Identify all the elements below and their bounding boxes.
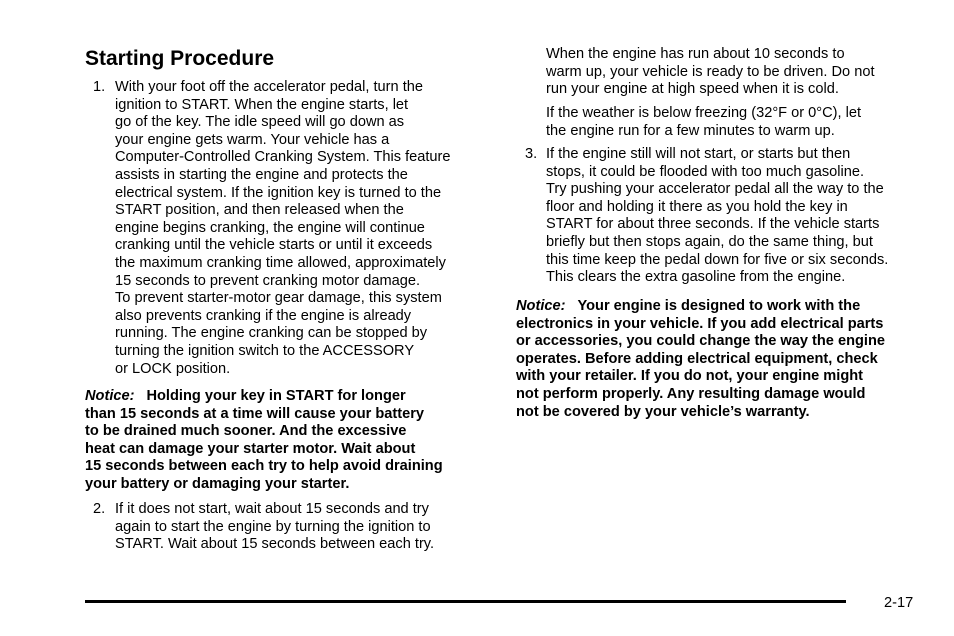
text-line: If it does not start, wait about 15 seconds and try [115, 501, 429, 517]
text-line: running. The engine cranking can be stopped by [115, 325, 428, 342]
notice-line: operates. Before adding electrical equipment, check [516, 350, 878, 367]
step-number: 2. [93, 501, 106, 517]
text-line: your engine gets warm. Your vehicle has a [115, 131, 390, 148]
text-line: warm up, your vehicle is ready to be driven. Do not [546, 63, 875, 80]
text-line: To prevent starter-motor gear damage, this system [115, 290, 442, 307]
text-line: briefly but then stops again, do the same thing, but [546, 234, 873, 250]
text-line: again to start the engine by turning the ignition to [115, 518, 431, 535]
text-line: electrical system. If the ignition key is turned to the [115, 184, 442, 201]
text-line: When the engine has run about 10 seconds to [546, 46, 845, 62]
notice-line: your battery or damaging your starter. [85, 476, 350, 492]
notice-line [516, 298, 860, 316]
text-line: run your engine at high speed when it is cold. [546, 81, 839, 98]
page-number: 2-17 [884, 595, 914, 611]
notice-line: not be covered by your vehicle’s warranty. [516, 403, 810, 420]
text-line: engine begins cranking, the engine will continue [115, 219, 425, 236]
text-line: ignition to START. When the engine starts, let [115, 96, 409, 113]
text-line: Computer-Controlled Cranking System. This feature [115, 149, 451, 166]
text-line: the maximum cranking time allowed, approximately [115, 255, 446, 271]
step-number: 3. [525, 146, 538, 162]
text-line: floor and holding it there as you hold the key in [546, 198, 848, 215]
notice-line: heat can damage your starter motor. Wait about [85, 440, 416, 457]
notice-line: electronics in your vehicle. If you add electrical parts [516, 315, 884, 332]
text-line: stops, it could be flooded with too much gasoline. [546, 163, 865, 180]
footer-rule [85, 600, 846, 603]
text-line: This clears the extra gasoline from the engine. [546, 269, 846, 286]
page-title: Starting Procedure [85, 47, 275, 70]
text-line: cranking until the vehicle starts or until it exceeds [115, 237, 433, 254]
text-line: Try pushing your accelerator pedal all the way to the [546, 181, 884, 198]
notice-line: with your retailer. If you do not, your engine might [516, 368, 864, 385]
notice-text: Holding your key in START for longer [146, 388, 406, 404]
notice-line: than 15 seconds at a time will cause your battery [85, 405, 425, 422]
text-line: assists in starting the engine and protects the [115, 167, 408, 183]
text-line: If the weather is below freezing (32°F or 0°C), let [546, 105, 862, 121]
notice-text: Your engine is designed to work with the [577, 298, 861, 314]
text-line: START for about three seconds. If the vehicle starts [546, 216, 880, 233]
notice-line: not perform properly. Any resulting damage would [516, 386, 866, 402]
text-line: go of the key. The idle speed will go down as [115, 114, 405, 131]
step-number: 1. [93, 79, 106, 95]
text-line: the engine run for a few minutes to warm up. [546, 122, 835, 139]
text-line: 15 seconds to prevent cranking motor damage. [115, 272, 421, 289]
text-line: If the engine still will not start, or starts but then [546, 146, 851, 162]
notice-line: or accessories, you could change the way the engine [516, 333, 886, 350]
text-line: or LOCK position. [115, 360, 231, 377]
text-line: START position, and then released when the [115, 202, 404, 219]
notice-line: to be drained much sooner. And the excessive [85, 423, 407, 440]
notice-label: Notice: [516, 298, 566, 314]
text-line: With your foot off the accelerator pedal, turn the [115, 79, 423, 95]
text-line: turning the ignition switch to the ACCESSORY [115, 343, 415, 359]
text-line: this time keep the pedal down for five or six seconds. [546, 251, 889, 268]
notice-label: Notice: [85, 388, 135, 404]
text-line: START. Wait about 15 seconds between each try. [115, 536, 435, 553]
notice-line [85, 388, 406, 406]
notice-line: 15 seconds between each try to help avoid draining [85, 458, 443, 475]
text-line: also prevents cranking if the engine is already [115, 307, 412, 324]
